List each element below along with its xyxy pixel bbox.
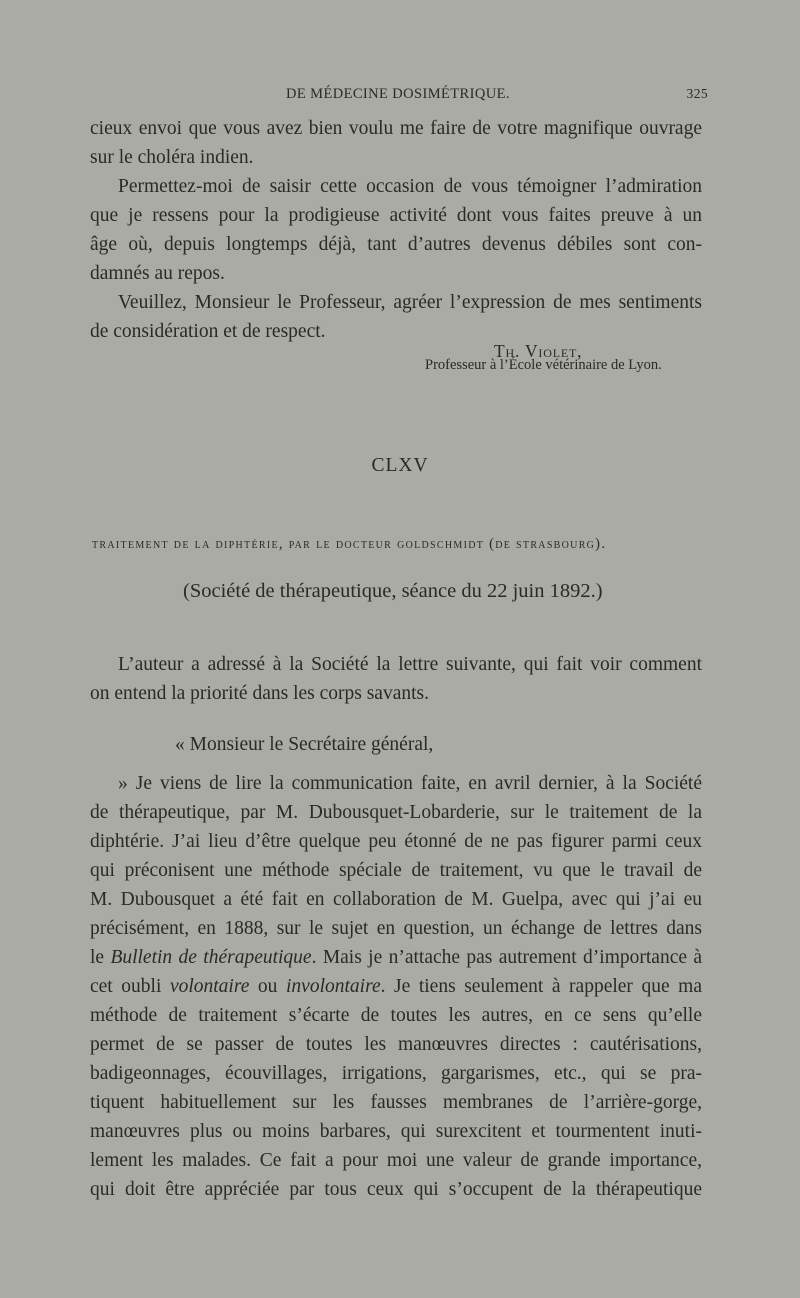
text-line: L’auteur a adressé à la Société la lettre suivante, qui fait voir comment (118, 654, 702, 675)
text-line: âge où, depuis longtemps déjà, tant d’autres devenus débiles sont con- (90, 234, 702, 255)
article-subtitle: (Société de thérapeutique, séance du 22 juin 1892.) (183, 580, 603, 602)
running-head (90, 86, 710, 108)
text-line: précisément, en 1888, sur le sujet en question, un échange de lettres dans (90, 918, 702, 939)
text-line (90, 943, 702, 972)
text-line: badigeonnages, écouvillages, irrigations, gargarismes, etc., qui se pra- (90, 1063, 702, 1084)
text-line: méthode de traitement s’écarte de toutes les autres, en ce sens qu’elle (90, 1005, 702, 1026)
text-line: Veuillez, Monsieur le Professeur, agréer l’expression de mes sentiments (118, 292, 702, 313)
text-line: lement les malades. Ce fait a pour moi une valeur de grande importance, (90, 1150, 702, 1171)
intro-paragraph (90, 650, 702, 708)
letter-body (90, 769, 702, 1204)
article-numeral: CLXV (371, 455, 429, 476)
letter-salutation: « Monsieur le Secrétaire général, (175, 734, 434, 755)
text-line: on entend la priorité dans les corps savants. (90, 683, 429, 704)
text-fragment: . Je tiens seulement à rappeler que ma (380, 976, 703, 997)
text-fragment: cet oubli (90, 976, 170, 997)
letter-end (90, 114, 702, 346)
text-line: Permettez-moi de saisir cette occasion de vous témoigner l’admiration (118, 176, 702, 197)
text-line: que je ressens pour la prodigieuse activité dont vous faites preuve à un (90, 205, 702, 226)
text-line: tiquent habituellement sur les fausses membranes de l’arrière-gorge, (90, 1092, 702, 1113)
text-fragment: le (90, 947, 111, 968)
text-fragment: . Mais je n’attache pas autrement d’importance à (311, 947, 703, 968)
text-line: qui préconisent une méthode spéciale de traitement, vu que le travail de (90, 860, 702, 881)
text-line: de considération et de respect. (90, 321, 326, 342)
article-title: traitement de la diphtérie, par le docteur goldschmidt (de strasbourg). (92, 536, 607, 552)
signature-affiliation: Professeur à l’École vétérinaire de Lyon. (425, 357, 662, 373)
running-head-title: DE MÉDECINE DOSIMÉTRIQUE. (286, 86, 510, 102)
italic-word: volontaire (169, 976, 250, 997)
text-line: qui doit être appréciée par tous ceux qui s’occupent de la thérapeutique (90, 1179, 702, 1200)
text-line: sur le choléra indien. (90, 147, 254, 168)
text-line (90, 972, 702, 1001)
text-fragment: ou (249, 976, 286, 997)
signature-name: Th. Violet, (494, 341, 583, 361)
text-line: de thérapeutique, par M. Dubousquet-Lobarderie, sur le traitement de la (90, 802, 702, 823)
page-number: 325 (686, 86, 708, 101)
italic-word: involontaire (286, 976, 381, 997)
text-line: manœuvres plus ou moins barbares, qui surexcitent et tourmentent inuti- (90, 1121, 702, 1142)
text-line: » Je viens de lire la communication faite, en avril dernier, à la Société (118, 773, 702, 794)
text-line: diphtérie. J’ai lieu d’être quelque peu étonné de ne pas figurer parmi ceux (90, 831, 702, 852)
text-line: M. Dubousquet a été fait en collaboration de M. Guelpa, avec qui j’ai eu (90, 889, 702, 910)
text-line: permet de se passer de toutes les manœuvres directes : cautérisations, (90, 1034, 702, 1055)
text-line: cieux envoi que vous avez bien voulu me faire de votre magnifique ouvrage (90, 118, 702, 139)
text-line: damnés au repos. (90, 263, 225, 284)
italic-title: Bulletin de thérapeutique (110, 947, 312, 968)
